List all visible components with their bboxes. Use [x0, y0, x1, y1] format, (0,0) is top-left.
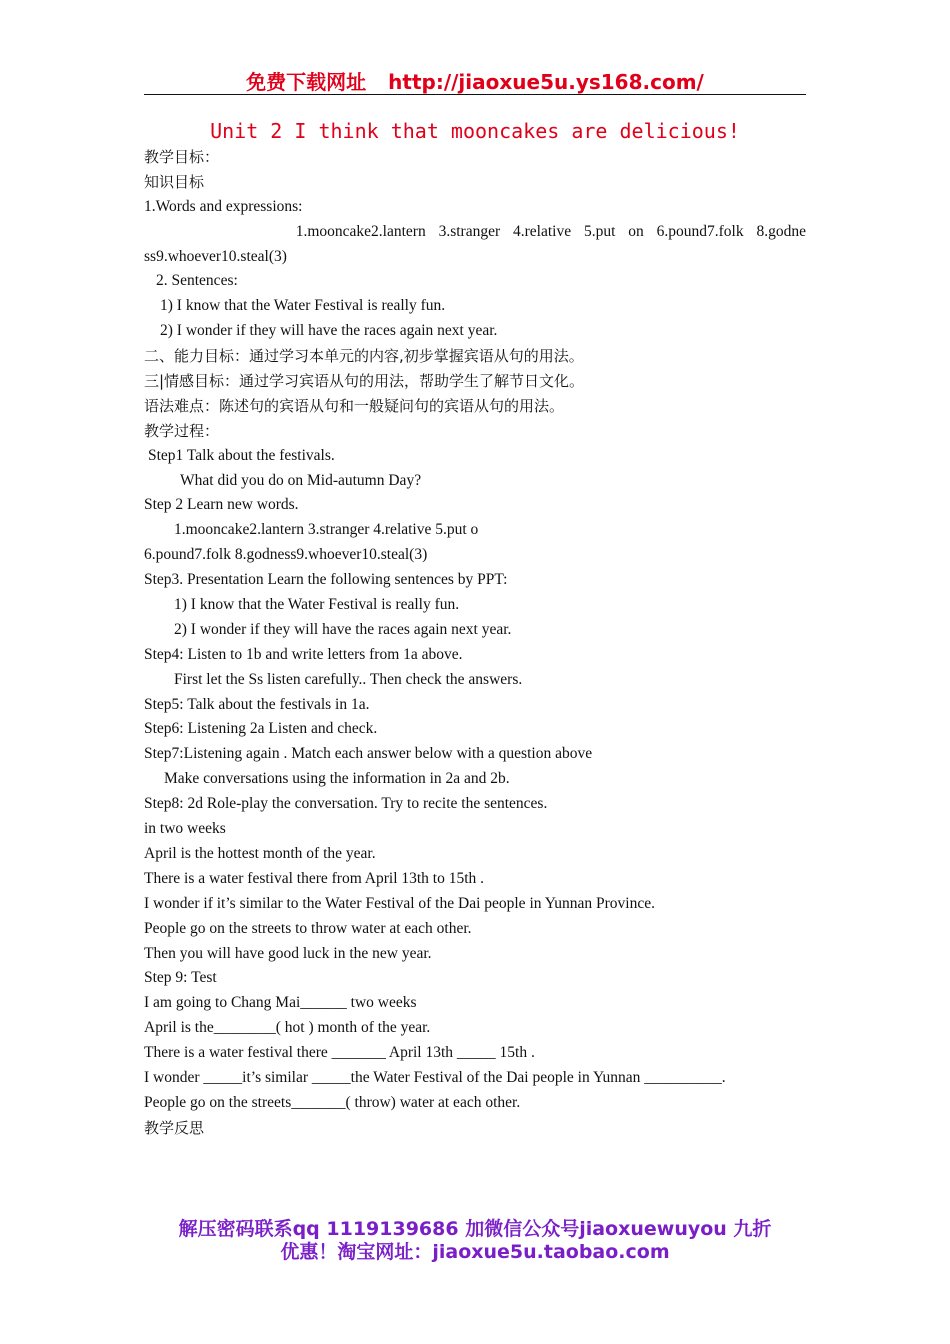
page-header: [144, 66, 806, 95]
text-line: Step1 Talk about the festivals.: [148, 446, 335, 464]
text-line: 2) I wonder if they will have the races again next year.: [160, 322, 498, 340]
text-line: April is the hottest month of the year.: [144, 844, 376, 862]
text-line: 1) I know that the Water Festival is really fun.: [174, 596, 460, 614]
text-line: I am going to Chang Mai______ two weeks: [144, 994, 417, 1012]
header-url-link[interactable]: http://jiaoxue5u.ys168.com/: [388, 70, 704, 94]
text-line: Step4: Listen to 1b and write letters from 1a above.: [144, 645, 463, 663]
text-line: Then you will have good luck in the new year.: [144, 944, 432, 962]
text-line: What did you do on Mid-autumn Day?: [180, 471, 422, 489]
text-line: 2. Sentences:: [156, 272, 238, 290]
text-line: 2) I wonder if they will have the races again next year.: [174, 620, 512, 638]
text-line: I wonder if it’s similar to the Water Festival of the Dai people in Yunnan Province.: [144, 894, 656, 912]
text-line: 三|情感目标：通过学习宾语从句的用法，帮助学生了解节日文化。: [144, 372, 585, 391]
header-label: 免费下载网址: [246, 70, 367, 94]
document-body: [144, 145, 806, 1141]
text-line: 1) I know that the Water Festival is really fun.: [160, 297, 446, 315]
footer-line: 解压密码联系qq 1119139686 加微信公众号jiaoxuewuyou 九折: [178, 1218, 772, 1240]
text-line: 教学目标：: [144, 148, 220, 166]
text-line: 1.mooncake2.lantern 3.stranger 4.relative 5.put on 6.pound7.folk 8.godne: [295, 222, 806, 240]
text-line: Step5: Talk about the festivals in 1a.: [144, 695, 370, 713]
text-line: Step7:Listening again . Match each answer below with a question above: [144, 745, 593, 763]
document-title: Unit 2 I think that mooncakes are delicious!: [210, 119, 740, 143]
text-line: First let the Ss listen carefully.. Then check the answers.: [174, 670, 523, 688]
text-line: Step 9: Test: [144, 969, 217, 987]
text-line: People go on the streets to throw water at each other.: [144, 919, 472, 937]
text-line: There is a water festival there from April 13th to 15th .: [144, 869, 485, 887]
text-line: 教学反思: [144, 1118, 205, 1137]
text-line: Step6: Listening 2a Listen and check.: [144, 720, 378, 738]
text-line: 6.pound7.folk 8.godness9.whoever10.steal(3): [144, 546, 428, 564]
page-footer: [144, 1218, 806, 1264]
text-line: Make conversations using the information in 2a and 2b.: [164, 770, 510, 788]
text-line: 二、能力目标：通过学习本单元的内容,初步掌握宾语从句的用法。: [144, 347, 584, 366]
text-line: 教学过程：: [144, 421, 220, 440]
text-line: 知识目标: [144, 172, 205, 191]
header-divider: [144, 94, 806, 95]
text-line: Step3. Presentation Learn the following sentences by PPT:: [144, 571, 508, 589]
text-line: April is the________( hot ) month of the year.: [144, 1019, 431, 1037]
text-line: Step 2 Learn new words.: [144, 496, 299, 514]
text-line: 1.Words and expressions:: [144, 197, 303, 215]
footer-line: 优惠！淘宝网址：jiaoxue5u.taobao.com: [280, 1241, 670, 1263]
text-line: Step8: 2d Role-play the conversation. Try to recite the sentences.: [144, 795, 548, 813]
text-line: There is a water festival there _______ April 13th _____ 15th .: [144, 1044, 535, 1062]
text-line: I wonder _____it’s similar _____the Water Festival of the Dai people in Yunnan __________.: [144, 1068, 726, 1086]
text-line: 1.mooncake2.lantern 3.stranger 4.relative 5.put o: [174, 521, 479, 539]
text-line: in two weeks: [144, 820, 226, 838]
text-line: 语法难点：陈述句的宾语从句和一般疑问句的宾语从句的用法。: [144, 396, 565, 415]
text-line: ss9.whoever10.steal(3): [144, 247, 287, 265]
text-line: People go on the streets_______( throw) water at each other.: [144, 1093, 521, 1111]
